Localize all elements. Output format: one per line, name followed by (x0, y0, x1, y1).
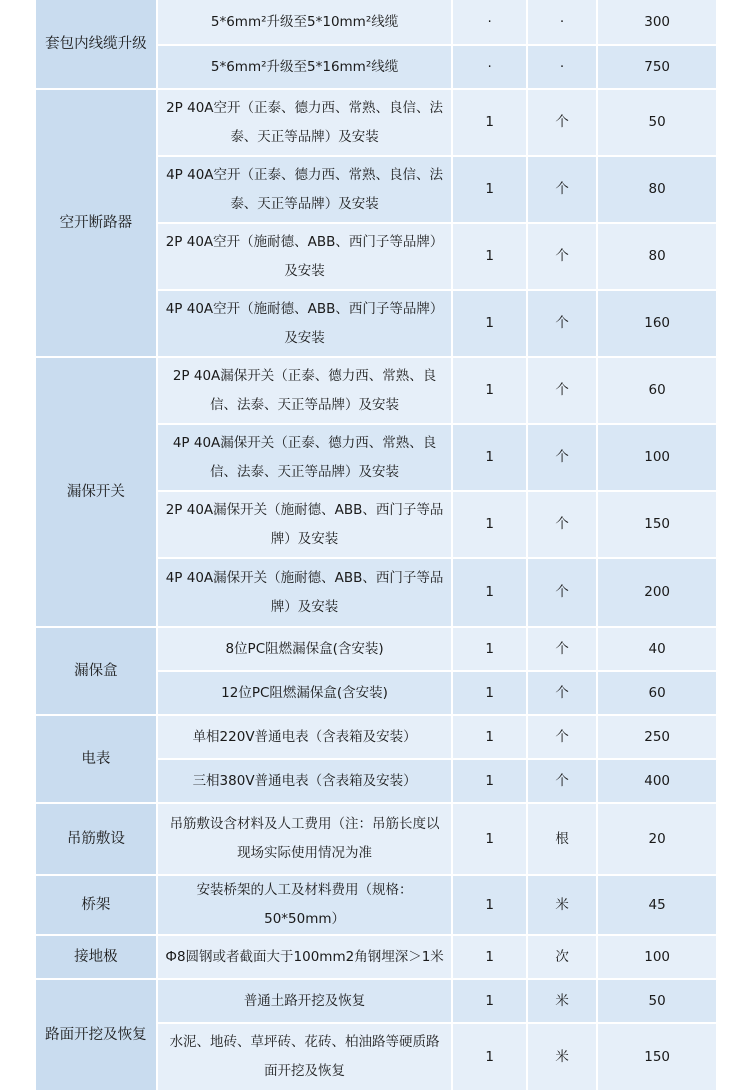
price-cell: 80 (598, 157, 716, 222)
quantity-cell: · (453, 46, 525, 88)
price-cell: 60 (598, 672, 716, 714)
item-description-cell: 4P 40A空开（施耐德、ABB、西门子等品牌）及安装 (158, 291, 452, 356)
price-cell: 50 (598, 90, 716, 155)
quantity-cell: 1 (453, 291, 525, 356)
unit-cell: 个 (528, 224, 596, 289)
table-row (36, 936, 716, 978)
category-cell: 漏保开关 (36, 358, 156, 626)
table-row (36, 358, 716, 423)
item-description-cell: 12位PC阻燃漏保盒(含安装) (158, 672, 452, 714)
item-description-cell: Ф8圆钢或者截面大于100mm2角钢埋深＞1米 (158, 936, 452, 978)
item-description-cell: 4P 40A空开（正泰、德力西、常熟、良信、法泰、天正等品牌）及安装 (158, 157, 452, 222)
item-description-cell: 安装桥架的人工及材料费用（规格：50*50mm） (158, 876, 452, 934)
price-cell: 400 (598, 760, 716, 802)
item-description-cell: 水泥、地砖、草坪砖、花砖、柏油路等硬质路面开挖及恢复 (158, 1024, 452, 1090)
item-description-cell: 4P 40A漏保开关（正泰、德力西、常熟、良信、法泰、天正等品牌）及安装 (158, 425, 452, 490)
quantity-cell: · (453, 0, 525, 44)
price-cell: 200 (598, 559, 716, 626)
table-row (36, 628, 716, 670)
item-description-cell: 8位PC阻燃漏保盒(含安装) (158, 628, 452, 670)
unit-cell: 个 (528, 425, 596, 490)
item-description-cell: 2P 40A空开（施耐德、ABB、西门子等品牌）及安装 (158, 224, 452, 289)
quantity-cell: 1 (453, 876, 525, 934)
category-cell: 桥架 (36, 876, 156, 934)
unit-cell: 个 (528, 672, 596, 714)
price-cell: 60 (598, 358, 716, 423)
unit-cell: 个 (528, 716, 596, 758)
item-description-cell: 4P 40A漏保开关（施耐德、ABB、西门子等品牌）及安装 (158, 559, 452, 626)
price-cell: 100 (598, 425, 716, 490)
quantity-cell: 1 (453, 90, 525, 155)
table-row (36, 0, 716, 44)
quantity-cell: 1 (453, 804, 525, 874)
unit-cell: 个 (528, 492, 596, 557)
item-description-cell: 单相220V普通电表（含表箱及安装） (158, 716, 452, 758)
quantity-cell: 1 (453, 425, 525, 490)
price-cell: 150 (598, 492, 716, 557)
category-cell: 路面开挖及恢复 (36, 980, 156, 1090)
unit-cell: · (528, 0, 596, 44)
category-cell: 套包内线缆升级 (36, 0, 156, 88)
category-cell: 吊筋敷设 (36, 804, 156, 874)
price-cell: 45 (598, 876, 716, 934)
unit-cell: 根 (528, 804, 596, 874)
item-description-cell: 2P 40A空开（正泰、德力西、常熟、良信、法泰、天正等品牌）及安装 (158, 90, 452, 155)
price-cell: 300 (598, 0, 716, 44)
category-cell: 漏保盒 (36, 628, 156, 714)
unit-cell: 米 (528, 1024, 596, 1090)
quantity-cell: 1 (453, 628, 525, 670)
quantity-cell: 1 (453, 559, 525, 626)
category-cell: 空开断路器 (36, 90, 156, 356)
price-cell: 100 (598, 936, 716, 978)
unit-cell: 次 (528, 936, 596, 978)
unit-cell: 个 (528, 291, 596, 356)
quantity-cell: 1 (453, 358, 525, 423)
price-cell: 150 (598, 1024, 716, 1090)
item-description-cell: 吊筋敷设含材料及人工费用（注：吊筋长度以现场实际使用情况为准 (158, 804, 452, 874)
item-description-cell: 5*6mm²升级至5*10mm²线缆 (158, 0, 452, 44)
quantity-cell: 1 (453, 980, 525, 1022)
category-cell: 接地极 (36, 936, 156, 978)
price-cell: 50 (598, 980, 716, 1022)
price-cell: 250 (598, 716, 716, 758)
table-row (36, 90, 716, 155)
unit-cell: 个 (528, 559, 596, 626)
item-description-cell: 5*6mm²升级至5*16mm²线缆 (158, 46, 452, 88)
quantity-cell: 1 (453, 157, 525, 222)
quantity-cell: 1 (453, 936, 525, 978)
price-table (34, 0, 718, 1092)
table-row (36, 804, 716, 874)
price-cell: 160 (598, 291, 716, 356)
quantity-cell: 1 (453, 492, 525, 557)
unit-cell: · (528, 46, 596, 88)
price-table-container (34, 0, 718, 1092)
quantity-cell: 1 (453, 224, 525, 289)
price-cell: 20 (598, 804, 716, 874)
unit-cell: 个 (528, 90, 596, 155)
unit-cell: 个 (528, 157, 596, 222)
quantity-cell: 1 (453, 716, 525, 758)
table-row (36, 980, 716, 1022)
item-description-cell: 三相380V普通电表（含表箱及安装） (158, 760, 452, 802)
item-description-cell: 普通土路开挖及恢复 (158, 980, 452, 1022)
price-cell: 750 (598, 46, 716, 88)
item-description-cell: 2P 40A漏保开关（施耐德、ABB、西门子等品牌）及安装 (158, 492, 452, 557)
item-description-cell: 2P 40A漏保开关（正泰、德力西、常熟、良信、法泰、天正等品牌）及安装 (158, 358, 452, 423)
quantity-cell: 1 (453, 672, 525, 714)
table-row (36, 716, 716, 758)
unit-cell: 米 (528, 876, 596, 934)
price-cell: 40 (598, 628, 716, 670)
price-table-body (36, 0, 716, 1090)
category-cell: 电表 (36, 716, 156, 802)
unit-cell: 个 (528, 760, 596, 802)
price-cell: 80 (598, 224, 716, 289)
unit-cell: 个 (528, 358, 596, 423)
table-row (36, 876, 716, 934)
unit-cell: 米 (528, 980, 596, 1022)
quantity-cell: 1 (453, 760, 525, 802)
quantity-cell: 1 (453, 1024, 525, 1090)
unit-cell: 个 (528, 628, 596, 670)
